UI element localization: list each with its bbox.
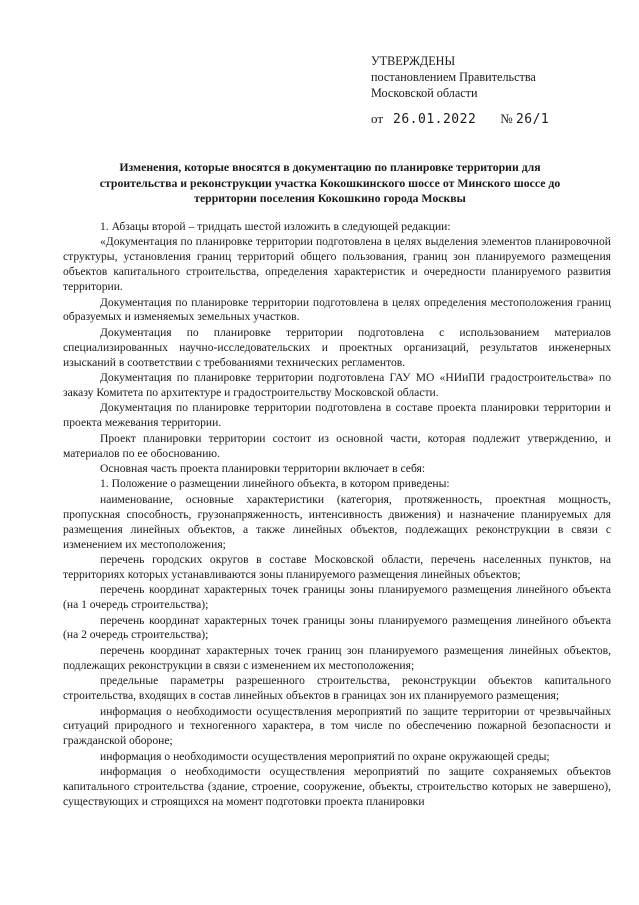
body-paragraph: Документация по планировке территории подготовлена ГАУ МО «НИиПИ градостроительства» по заказу Комитета по архитектуре и градостроительству Московской области. — [63, 371, 611, 399]
approval-line: Московской области — [371, 86, 478, 100]
body-paragraph: «Документация по планировке территории подготовлена в целях выделения элементов планировочной структуры, установления границ территорий общего пользования, границ зон планируемого размещения объектов капитального строительства, определения характеристик и очередности планируемого развития территории. — [63, 235, 611, 294]
body-paragraph: 1. Положение о размещении линейного объекта, в котором приведены: — [100, 477, 450, 491]
document-title: Изменения, которые вносятся в документацию по планировке территории для строительства и реконструкции участка Кокошкинского шоссе от Минского шоссе до территории поселения Кокошкино города Москвы — [99, 160, 561, 205]
body-paragraph: перечень городских округов в составе Московской области, перечень населенных пунктов, на территориях которых устанавливаются зоны планируемого размещения линейных объектов; — [63, 552, 611, 581]
body-paragraph: перечень координат характерных точек границ зон планируемого размещения линейных объектов, подлежащих реконструкции в связи с изменением их местоположения; — [63, 643, 611, 672]
body-paragraph: Документация по планировке территории подготовлена с использованием материалов специализированных научно-исследовательских и проектных организаций, результатов инженерных изысканий в соответствии с требованиями технических регламентов. — [63, 325, 611, 369]
body-paragraph: информация о необходимости осуществления мероприятий по защите сохраняемых объектов капитального строительства (здание, строение, сооружение, объекты, строительство которых не завершено), существующих и строящихся на момент подготовки проекта планировки — [63, 765, 611, 808]
approval-block — [371, 53, 536, 101]
body-paragraph: информация о необходимости осуществления мероприятий по охране окружающей среды; — [100, 749, 550, 763]
body-paragraph: информация о необходимости осуществления мероприятий по защите территории от чрезвычайных ситуаций природного и техногенного характера, в том числе по обеспечению пожарной безопасности и гражданской обороне; — [63, 704, 611, 748]
body-paragraph: Документация по планировке территории подготовлена в составе проекта планировки территории и проекта межевания территории. — [63, 401, 611, 430]
number-prefix: № — [500, 111, 513, 126]
date-prefix: от — [371, 111, 384, 126]
date-number-line — [371, 111, 549, 127]
body-paragraph: Документация по планировке территории подготовлена в целях определения местоположения границ образуемых и изменяемых земельных участков. — [63, 295, 611, 324]
body-paragraph: перечень координат характерных точек границы зоны планируемого размещения линейного объекта (на 1 очередь строительства); — [63, 583, 611, 612]
body-paragraph: 1. Абзацы второй – тридцать шестой изложить в следующей редакции: — [100, 220, 451, 233]
body-paragraph: Основная часть проекта планировки территории включает в себя: — [100, 462, 426, 475]
document-body — [63, 220, 611, 810]
approval-heading: УТВЕРЖДЕНЫ — [371, 54, 456, 68]
approval-line: постановлением Правительства — [371, 70, 536, 84]
body-paragraph: Проект планировки территории состоит из основной части, которая подлежит утверждению, и материалов по ее обоснованию. — [63, 431, 611, 460]
approval-number: 26/1 — [515, 112, 550, 127]
body-paragraph: наименование, основные характеристики (категория, протяженность, проектная мощность, пропускная способность, грузонапряженность, интенсивность движения) и назначение планируемых для размещения линейных объектов, а также линейных объектов, подлежащих реконструкции в связи с изменением их местоположения; — [63, 492, 611, 551]
body-paragraph: перечень координат характерных точек границы зоны планируемого размещения линейного объекта (на 2 очередь строительства); — [63, 613, 611, 642]
body-paragraph: предельные параметры разрешенного строительства, реконструкции объектов капитального строительства, входящих в состав линейных объектов в границах зон их планируемого размещения; — [63, 674, 611, 703]
approval-date: 26.01.2022 — [393, 112, 477, 127]
